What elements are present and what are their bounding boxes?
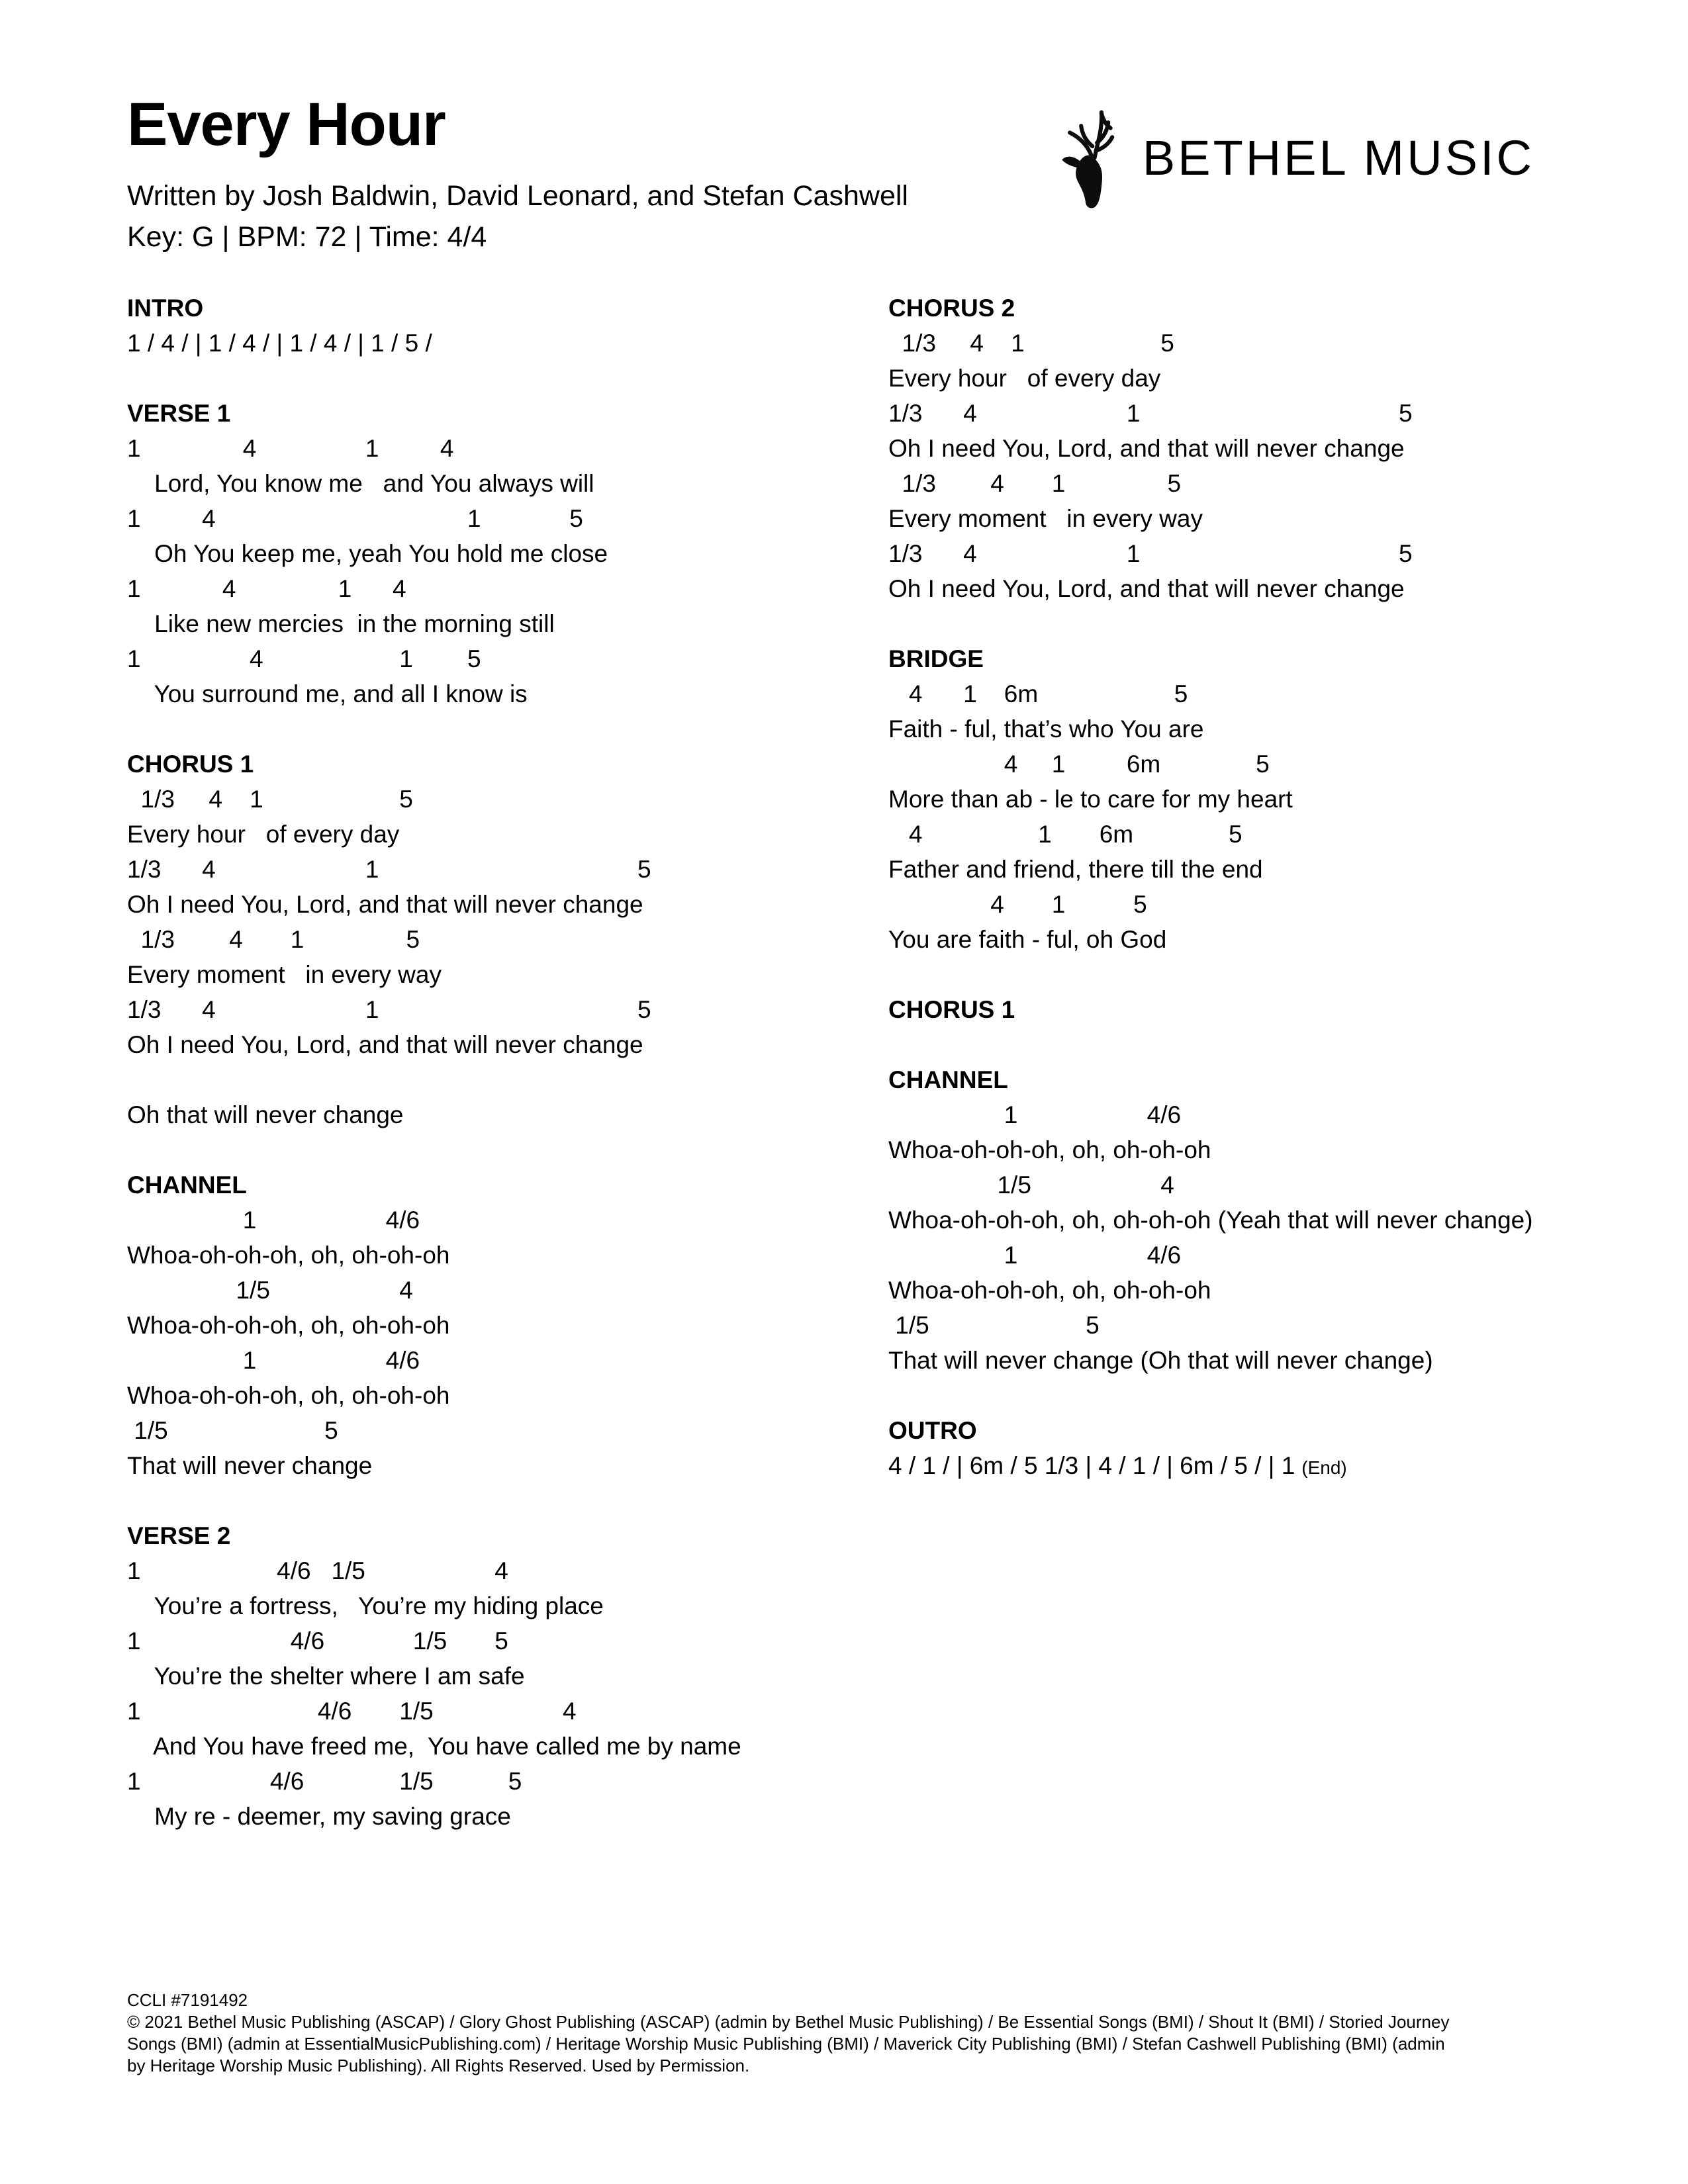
chart-line (888, 1097, 1562, 1167)
section-heading: CHANNEL (888, 1066, 1008, 1093)
chord-line: 1 4 1 5 (127, 645, 481, 672)
lyric-line: That will never change (127, 1451, 373, 1479)
section-verse2 (127, 1518, 888, 1834)
chord-line: 1 4/6 1/5 5 (127, 1627, 508, 1655)
copyright-line: © 2021 Bethel Music Publishing (ASCAP) / Glory Ghost Publishing (ASCAP) (admin by Bethel Music Publishing) / Be Essential Songs (BMI) / Shout It (BMI) / Storied Journey (127, 2012, 1450, 2032)
logo-wordmark: BETHEL MUSIC (1142, 130, 1534, 185)
ccli-number: CCLI #7191492 (127, 1990, 248, 2010)
lyric-line: Whoa-oh-oh-oh, oh, oh-oh-oh (127, 1381, 450, 1409)
chord-line: 4 1 6m 5 (888, 750, 1270, 778)
chart-line (127, 1694, 888, 1764)
chart-line (127, 1273, 888, 1343)
lyric-line: Every hour of every day (127, 820, 400, 848)
section-channel-2 (888, 1062, 1562, 1378)
bethel-music-logo (1056, 103, 1534, 212)
copyright-footer (127, 1989, 1589, 2077)
chord-line: 1/5 5 (127, 1416, 338, 1444)
section-heading: CHORUS 1 (888, 995, 1015, 1023)
chart-line (127, 641, 888, 711)
page-title: Every Hour (127, 91, 445, 158)
chord-line: 1/3 4 1 5 (127, 855, 651, 883)
chord-line: 4 1 6m 5 (888, 680, 1188, 707)
chart-line (127, 1343, 888, 1413)
chart-line (888, 326, 1562, 396)
chord-line: 1 4 1 5 (127, 504, 583, 532)
section-heading: CHORUS 2 (888, 294, 1015, 322)
section-heading: CHANNEL (127, 1171, 247, 1199)
chord-line: 1 4/6 1/5 4 (127, 1557, 508, 1584)
section-intro (127, 291, 888, 361)
chart-line (888, 396, 1562, 466)
chord-line: 1 4/6 1/5 5 (127, 1767, 522, 1795)
chart-line (127, 852, 888, 922)
chord-line: 1 4/6 (888, 1101, 1182, 1128)
header (127, 93, 1562, 257)
left-column (127, 291, 888, 1869)
chord-line: 1/3 4 1 5 (127, 925, 420, 953)
lyric-line: Faith - ful, that’s who You are (888, 715, 1204, 743)
chord-line: 1/5 5 (888, 1311, 1100, 1339)
chord-line: 1 4/6 (888, 1241, 1182, 1269)
lyric-line: Oh I need You, Lord, and that will never change (127, 890, 643, 918)
lyric-line: Every moment in every way (888, 504, 1203, 532)
chord-line: 1/3 4 1 5 (888, 539, 1413, 567)
lyric-line: Every moment in every way (127, 960, 442, 988)
section-chorus1-reprise (888, 992, 1562, 1027)
chart-line (888, 887, 1562, 957)
chart-line (127, 992, 888, 1062)
lyric-line: You surround me, and all I know is (127, 680, 528, 707)
chart-line (888, 1238, 1562, 1308)
lyric-line: That will never change (Oh that will never change) (888, 1346, 1433, 1374)
lyric-line: More than ab - le to care for my heart (888, 785, 1293, 813)
section-chorus2 (888, 291, 1562, 606)
chord-line: 1/3 4 1 5 (888, 329, 1174, 357)
chord-line: 1/3 4 1 5 (888, 469, 1182, 497)
key-bpm-time: Key: G | BPM: 72 | Time: 4/4 (127, 220, 487, 253)
lyric-line: Oh You keep me, yeah You hold me close (127, 539, 608, 567)
chord-line: 1 4 1 4 (127, 574, 406, 602)
section-heading: INTRO (127, 294, 204, 322)
lyric-line: Whoa-oh-oh-oh, oh, oh-oh-oh (Yeah that will never change) (888, 1206, 1533, 1234)
section-outro (888, 1413, 1562, 1485)
chord-line: 1 4 1 4 (127, 434, 454, 462)
chord-line: 1/5 4 (888, 1171, 1174, 1199)
section-verse1 (127, 396, 888, 711)
chart-line (127, 1203, 888, 1273)
chord-line: 4 1 5 (888, 890, 1147, 918)
chord-line: 1 4/6 1/5 4 (127, 1697, 577, 1725)
chart-line (127, 1553, 888, 1623)
chord-line: 1/3 4 1 5 (888, 399, 1413, 427)
chord-line: 1 4/6 (127, 1206, 420, 1234)
chart-line (127, 501, 888, 571)
chart-line (888, 817, 1562, 887)
lyric-line: My re - deemer, my saving grace (127, 1802, 511, 1830)
section-heading: VERSE 2 (127, 1522, 231, 1549)
lyric-line: And You have freed me, You have called me by name (127, 1732, 741, 1760)
section-channel (127, 1167, 888, 1483)
chart-line (888, 676, 1562, 747)
right-column (888, 291, 1562, 1869)
chord-line: 1/3 4 1 5 (127, 995, 651, 1023)
lyric-line: Lord, You know me and You always will (127, 469, 594, 497)
section-chorus1 (127, 747, 888, 1132)
section-heading: VERSE 1 (127, 399, 231, 427)
chart-line (127, 782, 888, 852)
lyric-line: Whoa-oh-oh-oh, oh, oh-oh-oh (127, 1241, 450, 1269)
lyric-line: You’re the shelter where I am safe (127, 1662, 525, 1690)
section-heading: CHORUS 1 (127, 750, 254, 778)
lyric-line: Oh I need You, Lord, and that will never change (888, 434, 1405, 462)
section-heading: OUTRO (888, 1416, 977, 1444)
chord-line: 1/3 4 1 5 (127, 785, 413, 813)
chart-line (888, 1308, 1562, 1378)
chart-line (127, 1413, 888, 1483)
deer-stag-icon (1056, 103, 1131, 212)
chord-run-line: 1 / 4 / | 1 / 4 / | 1 / 4 / | 1 / 5 / (127, 329, 432, 357)
lyric-line: Whoa-oh-oh-oh, oh, oh-oh-oh (888, 1136, 1211, 1163)
chart-line (127, 1623, 888, 1694)
lyric-line: Every hour of every day (888, 364, 1161, 392)
chart-line (888, 466, 1562, 536)
songwriters: Written by Josh Baldwin, David Leonard, and Stefan Cashwell (127, 179, 908, 212)
chart-line (888, 747, 1562, 817)
chart-line (127, 431, 888, 501)
outro-chords: 4 / 1 / | 6m / 5 1/3 | 4 / 1 / | 6m / 5 / | 1 (888, 1451, 1295, 1479)
chart-columns (127, 291, 1562, 1869)
chord-line: 1/5 4 (127, 1276, 413, 1304)
end-marker: (End) (1301, 1457, 1347, 1478)
lyric-line: Oh I need You, Lord, and that will never change (127, 1030, 643, 1058)
lyric-line: Whoa-oh-oh-oh, oh, oh-oh-oh (127, 1311, 450, 1339)
lyric-line: Like new mercies in the morning still (127, 610, 555, 637)
copyright-line: by Heritage Worship Music Publishing). All Rights Reserved. Used by Permission. (127, 2056, 750, 2075)
chart-line (127, 922, 888, 992)
copyright-line: Songs (BMI) (admin at EssentialMusicPublishing.com) / Heritage Worship Music Publishing (BMI) / Maverick City Publishing (BMI) / Stefan Cashwell Publishing (BMI) (admin (127, 2034, 1445, 2054)
chord-line: 4 1 6m 5 (888, 820, 1243, 848)
chord-run-line (888, 1448, 1562, 1485)
lyric-line: Whoa-oh-oh-oh, oh, oh-oh-oh (888, 1276, 1211, 1304)
chart-line (127, 571, 888, 641)
lyric-line: Oh that will never change (127, 1101, 404, 1128)
section-bridge (888, 641, 1562, 957)
chord-line: 1 4/6 (127, 1346, 420, 1374)
section-heading: BRIDGE (888, 645, 984, 672)
chart-line (888, 536, 1562, 606)
lyric-line: Father and friend, there till the end (888, 855, 1263, 883)
title-block (127, 93, 908, 257)
lyric-line: Oh I need You, Lord, and that will never change (888, 574, 1405, 602)
chart-line (888, 1167, 1562, 1238)
lyric-line: You are faith - ful, oh God (888, 925, 1167, 953)
lyric-line: You’re a fortress, You’re my hiding place (127, 1592, 604, 1619)
chart-line (127, 1764, 888, 1834)
